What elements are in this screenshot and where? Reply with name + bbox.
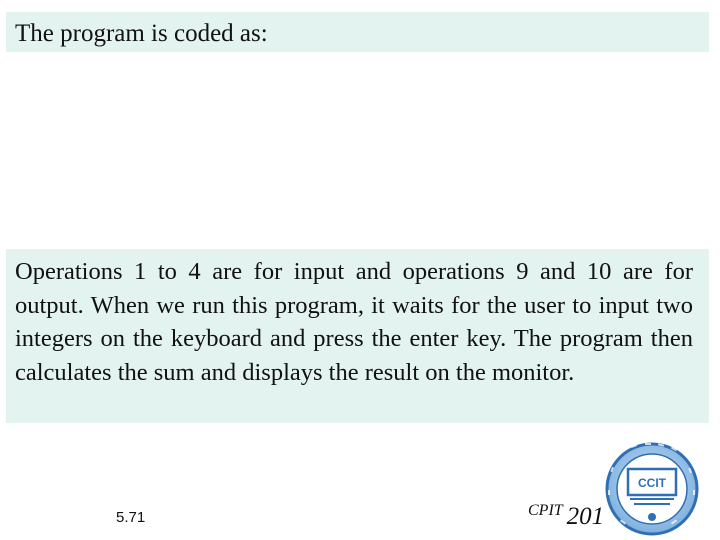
footer-course-code: CPIT (528, 502, 563, 519)
slide-heading-box (6, 12, 709, 52)
footer-course-label (528, 502, 604, 531)
logo-center-text: CCIT (638, 476, 666, 490)
slide-number: 5.71 (116, 509, 146, 526)
slide-body-text: Operations 1 to 4 are for input and operations 9 and 10 are for output. When we run this program, it waits for the user to input two integers on the keyboard and press the enter key. The program then calculates the sum and displays the result on the monitor. (15, 258, 693, 386)
slide-body-box (6, 249, 709, 423)
footer-course-number: 201 (566, 503, 605, 530)
university-faculty-seal-icon (600, 441, 704, 537)
slide-heading: The program is coded as: (15, 20, 268, 47)
